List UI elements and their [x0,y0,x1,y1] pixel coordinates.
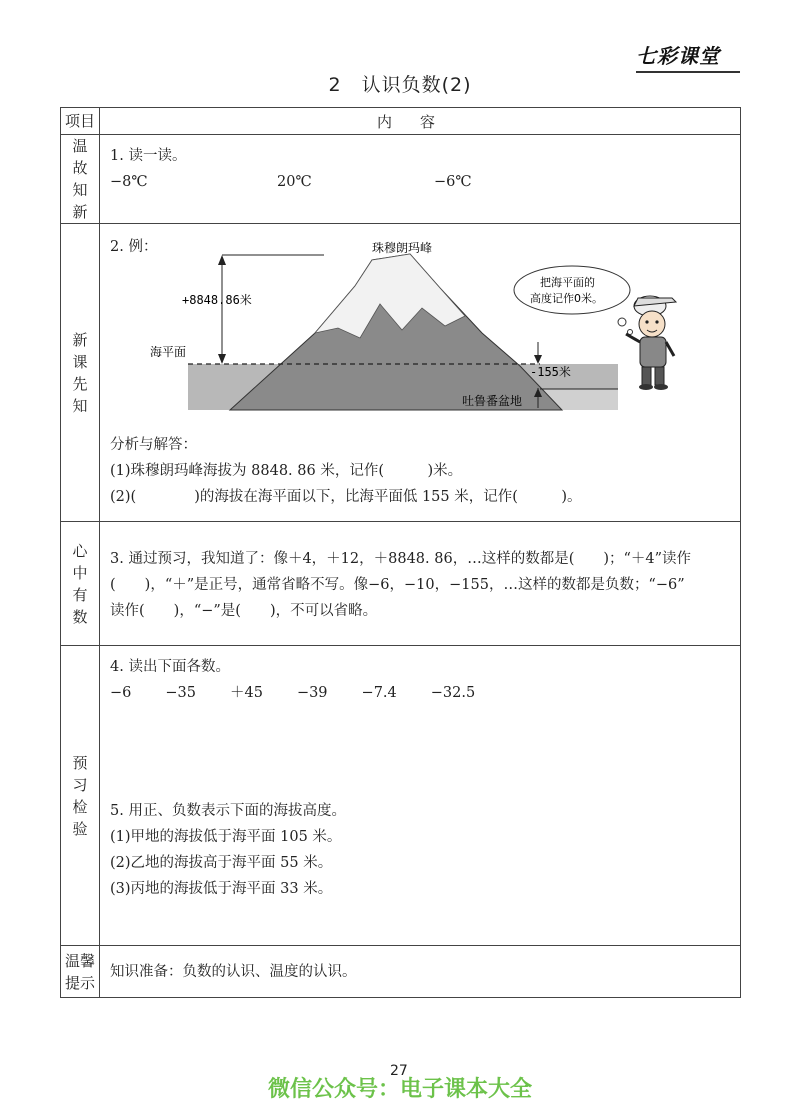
q3-line-2: ( )，“＋”是正号，通常省略不写。像−6，−10，−155，…这样的数都是负数；“−6” [110,577,685,593]
height-arrow-head [218,255,226,265]
bubble-dot-1 [618,318,626,326]
analysis-2: (2)( )的海拔在海平面以下，比海平面低 155 米，记作( )。 [110,489,582,505]
height-label: +8848.86米 [182,293,252,307]
temp-2: 20℃ [277,174,312,190]
row-label-review: 温故知新 [61,135,100,224]
bubble-text-2: 高度记作0米。 [530,292,603,305]
row-review [100,135,741,224]
page-number: 27 [390,1063,408,1079]
row-label-new: 新课先知 [61,224,100,522]
q3-line-3: 读作( )，“−”是( )，不可以省略。 [110,603,378,619]
depth-arrow-head [534,355,542,364]
basin-label: 吐鲁番盆地 [462,394,523,408]
lesson-table [60,107,741,998]
tips-text: 知识准备：负数的认识、温度的认识。 [110,963,357,980]
watermark: 微信公众号：电子课本大全 [267,1077,532,1102]
bubble-text-1: 把海平面的 [540,276,595,289]
q4-num: −6 [110,685,132,701]
q5-title: 5. 用正、负数表示下面的海拔高度。 [110,803,346,819]
temp-3: −6℃ [434,174,472,190]
q5-item-1: (1)甲地的海拔低于海平面 105 米。 [110,829,342,845]
q2-title: 2. 例： [110,239,158,255]
q4-num: −7.4 [361,685,397,701]
q4-num: ＋45 [229,685,263,701]
mountain-diagram [110,238,730,428]
row-label-mind: 心中有数 [61,522,100,646]
header-content: 内容 [100,108,741,135]
brand-logo [636,40,740,73]
sea-level-label: 海平面 [150,345,187,359]
row-preview [100,646,741,946]
peak-label: 珠穆朗玛峰 [372,241,433,255]
q4-num: −39 [296,685,328,701]
analysis-1: (1)珠穆朗玛峰海拔为 8848. 86 米，记作( )米。 [110,463,463,479]
row-label-preview: 预习检验 [61,646,100,946]
row-mind [100,522,741,646]
q4-title: 4. 读出下面各数。 [110,659,230,675]
page-title: 2 认识负数(2) [328,74,472,96]
brand-text: 七彩课堂 [636,44,720,68]
q1-temps [110,169,730,195]
boy-character [626,296,676,390]
temp-1: −8℃ [110,174,148,190]
q1-title: 1. 读一读。 [110,148,187,164]
analysis-title: 分析与解答： [110,437,197,453]
depth-label: -155米 [530,365,571,379]
q4-num: −35 [165,685,196,701]
q5-item-2: (2)乙地的海拔高于海平面 55 米。 [110,855,333,871]
q4-num: −32.5 [430,685,476,701]
thought-bubble [514,266,630,314]
q3-line-1: 3. 通过预习，我知道了：像＋4，＋12，＋8848. 86，…这样的数都是( )；“＋4”读作 [110,551,692,567]
row-new-lesson [100,224,741,522]
header-item: 项目 [61,108,100,135]
row-tips [100,946,741,998]
height-arrow-tail [218,354,226,364]
q5-item-3: (3)丙地的海拔低于海平面 33 米。 [110,881,333,897]
q4-numbers [110,680,730,706]
row-label-tips: 温馨提示 [61,946,100,998]
